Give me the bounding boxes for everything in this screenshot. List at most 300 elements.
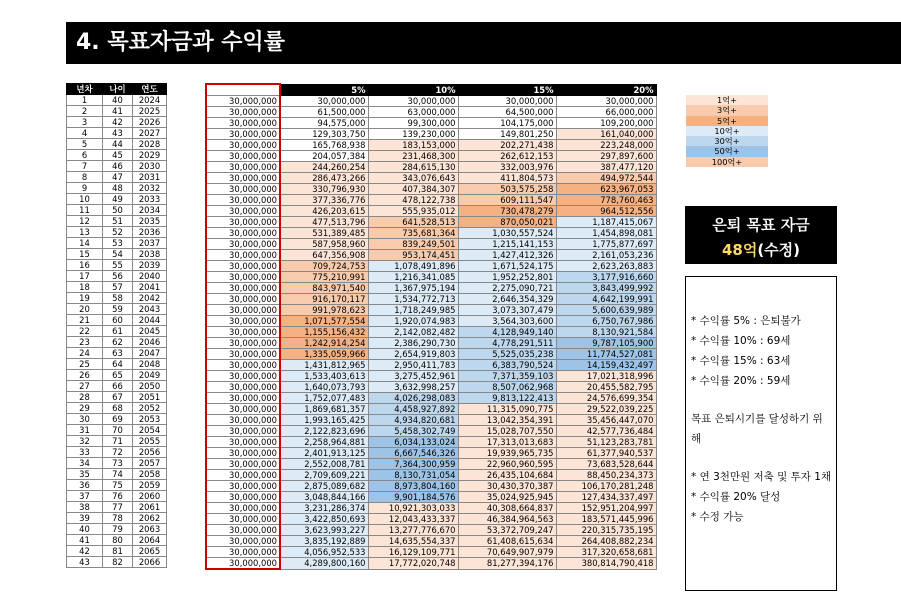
table-cell: 9 — [67, 183, 103, 194]
table-cell: 2038 — [133, 249, 167, 260]
value-cell[interactable]: 1,952,252,801 — [458, 272, 556, 283]
table-cell: 2034 — [133, 205, 167, 216]
value-cell[interactable]: 1,078,491,896 — [368, 261, 458, 272]
value-cell[interactable]: 555,935,012 — [368, 206, 458, 217]
table-cell: 41 — [67, 535, 103, 546]
value-cell[interactable]: 1,030,557,524 — [458, 228, 556, 239]
table-cell: 2046 — [133, 337, 167, 348]
value-cell[interactable]: 1,216,341,085 — [368, 272, 458, 283]
table-cell: 2031 — [133, 172, 167, 183]
value-cell[interactable]: 9,787,105,900 — [556, 338, 656, 349]
table-cell: 36 — [67, 480, 103, 491]
value-cell[interactable]: 3,564,303,600 — [458, 316, 556, 327]
column-header: 투자금(원금) — [206, 84, 280, 96]
value-cell[interactable]: 202,271,438 — [458, 140, 556, 151]
legend-item: 5억+ — [686, 116, 768, 126]
value-cell[interactable]: 30,000,000 — [206, 448, 280, 459]
value-cell[interactable]: 647,356,908 — [280, 250, 368, 261]
table-row — [67, 491, 167, 502]
value-cell[interactable]: 29,522,039,225 — [556, 404, 656, 415]
value-cell[interactable]: 916,170,117 — [280, 294, 368, 305]
table-cell: 10 — [67, 194, 103, 205]
value-cell[interactable]: 991,978,623 — [280, 305, 368, 316]
value-cell[interactable]: 30,000,000 — [206, 173, 280, 184]
value-cell[interactable]: 730,478,279 — [458, 206, 556, 217]
value-cell[interactable]: 24,576,699,354 — [556, 393, 656, 404]
value-cell[interactable]: 6,750,767,986 — [556, 316, 656, 327]
table-row — [67, 238, 167, 249]
value-cell[interactable]: 30,000,000 — [458, 96, 556, 107]
table-row — [206, 503, 656, 514]
value-cell[interactable]: 7,364,300,959 — [368, 459, 458, 470]
value-cell[interactable]: 30,000,000 — [368, 96, 458, 107]
value-cell[interactable]: 30,000,000 — [206, 184, 280, 195]
table-cell: 38 — [67, 502, 103, 513]
value-cell[interactable]: 380,814,790,418 — [556, 558, 656, 570]
value-cell[interactable]: 42,577,736,484 — [556, 426, 656, 437]
value-cell[interactable]: 129,303,750 — [280, 129, 368, 140]
value-cell[interactable]: 2,552,008,781 — [280, 459, 368, 470]
table-cell: 39 — [67, 513, 103, 524]
value-cell[interactable]: 183,153,000 — [368, 140, 458, 151]
table-cell: 6 — [67, 150, 103, 161]
value-cell[interactable]: 332,003,976 — [458, 162, 556, 173]
value-cell[interactable]: 17,021,318,996 — [556, 371, 656, 382]
value-cell[interactable]: 30,000,000 — [206, 151, 280, 162]
value-cell[interactable]: 623,967,053 — [556, 184, 656, 195]
value-cell[interactable]: 1,534,772,713 — [368, 294, 458, 305]
value-cell[interactable]: 531,389,485 — [280, 228, 368, 239]
value-cell[interactable]: 30,000,000 — [206, 558, 280, 570]
value-cell[interactable]: 127,434,337,497 — [556, 492, 656, 503]
table-cell: 47 — [103, 172, 133, 183]
value-cell[interactable]: 64,500,000 — [458, 107, 556, 118]
value-cell[interactable]: 15,028,707,550 — [458, 426, 556, 437]
value-cell[interactable]: 30,000,000 — [206, 481, 280, 492]
value-cell[interactable]: 165,768,938 — [280, 140, 368, 151]
value-cell[interactable]: 609,111,547 — [458, 195, 556, 206]
table-cell: 2047 — [133, 348, 167, 359]
value-cell[interactable]: 6,667,546,326 — [368, 448, 458, 459]
value-cell[interactable]: 1,071,577,554 — [280, 316, 368, 327]
table-cell: 11 — [67, 205, 103, 216]
table-row — [206, 459, 656, 470]
value-cell[interactable]: 30,000,000 — [206, 470, 280, 481]
value-cell[interactable]: 30,430,370,387 — [458, 481, 556, 492]
value-cell[interactable]: 1,335,059,966 — [280, 349, 368, 360]
value-cell[interactable]: 30,000,000 — [206, 349, 280, 360]
value-cell[interactable]: 94,575,000 — [280, 118, 368, 129]
value-cell[interactable]: 220,315,735,195 — [556, 525, 656, 536]
value-cell[interactable]: 953,174,451 — [368, 250, 458, 261]
value-cell[interactable]: 30,000,000 — [206, 107, 280, 118]
value-cell[interactable]: 30,000,000 — [206, 514, 280, 525]
value-cell[interactable]: 30,000,000 — [206, 140, 280, 151]
value-cell[interactable]: 35,024,925,945 — [458, 492, 556, 503]
value-cell[interactable]: 109,200,000 — [556, 118, 656, 129]
table-row — [67, 249, 167, 260]
value-cell[interactable]: 3,632,998,257 — [368, 382, 458, 393]
value-cell[interactable]: 11,315,090,775 — [458, 404, 556, 415]
value-cell[interactable]: 9,901,184,576 — [368, 492, 458, 503]
value-cell[interactable]: 2,122,823,696 — [280, 426, 368, 437]
value-cell[interactable]: 30,000,000 — [206, 129, 280, 140]
value-cell[interactable]: 11,774,527,081 — [556, 349, 656, 360]
table-row — [206, 195, 656, 206]
value-cell[interactable]: 1,993,165,425 — [280, 415, 368, 426]
value-cell[interactable]: 30,000,000 — [206, 261, 280, 272]
value-cell[interactable]: 30,000,000 — [206, 239, 280, 250]
value-cell[interactable]: 183,571,445,996 — [556, 514, 656, 525]
value-cell[interactable]: 2,401,913,125 — [280, 448, 368, 459]
value-cell[interactable]: 30,000,000 — [206, 195, 280, 206]
table-row — [67, 117, 167, 128]
value-cell[interactable]: 4,642,199,991 — [556, 294, 656, 305]
table-cell: 2040 — [133, 271, 167, 282]
table-cell: 2029 — [133, 150, 167, 161]
table-cell: 79 — [103, 524, 133, 535]
table-cell: 12 — [67, 216, 103, 227]
value-cell[interactable]: 30,000,000 — [206, 162, 280, 173]
value-cell[interactable]: 30,000,000 — [206, 272, 280, 283]
value-cell[interactable]: 2,950,411,783 — [368, 360, 458, 371]
table-row — [206, 514, 656, 525]
table-row — [67, 480, 167, 491]
value-cell[interactable]: 30,000,000 — [206, 371, 280, 382]
value-cell[interactable]: 30,000,000 — [206, 228, 280, 239]
value-cell[interactable]: 30,000,000 — [206, 217, 280, 228]
value-cell[interactable]: 30,000,000 — [206, 96, 280, 107]
value-cell[interactable]: 106,170,281,248 — [556, 481, 656, 492]
table-cell: 2052 — [133, 403, 167, 414]
value-cell[interactable]: 14,635,554,337 — [368, 536, 458, 547]
value-cell[interactable]: 17,313,013,683 — [458, 437, 556, 448]
table-cell: 60 — [103, 315, 133, 326]
table-cell: 58 — [103, 293, 133, 304]
value-cell[interactable]: 5,458,302,749 — [368, 426, 458, 437]
value-cell[interactable]: 139,230,000 — [368, 129, 458, 140]
value-cell[interactable]: 5,600,639,989 — [556, 305, 656, 316]
value-cell[interactable]: 9,813,122,413 — [458, 393, 556, 404]
value-cell[interactable]: 1,155,156,432 — [280, 327, 368, 338]
value-cell[interactable]: 264,408,882,234 — [556, 536, 656, 547]
value-cell[interactable]: 1,533,403,613 — [280, 371, 368, 382]
value-cell[interactable]: 30,000,000 — [206, 206, 280, 217]
value-cell[interactable]: 1,869,681,357 — [280, 404, 368, 415]
value-cell[interactable]: 330,796,930 — [280, 184, 368, 195]
value-cell[interactable]: 30,000,000 — [206, 360, 280, 371]
value-cell[interactable]: 297,897,600 — [556, 151, 656, 162]
value-cell[interactable]: 30,000,000 — [206, 327, 280, 338]
value-cell[interactable]: 61,377,940,537 — [556, 448, 656, 459]
value-cell[interactable]: 13,042,354,391 — [458, 415, 556, 426]
value-cell[interactable]: 3,048,844,166 — [280, 492, 368, 503]
value-cell[interactable]: 587,958,960 — [280, 239, 368, 250]
value-cell[interactable]: 2,654,919,803 — [368, 349, 458, 360]
value-cell[interactable]: 6,383,790,524 — [458, 360, 556, 371]
value-cell[interactable]: 30,000,000 — [206, 250, 280, 261]
value-cell[interactable]: 30,000,000 — [206, 382, 280, 393]
value-cell[interactable]: 426,203,615 — [280, 206, 368, 217]
table-row — [206, 371, 656, 382]
value-cell[interactable]: 1,671,524,175 — [458, 261, 556, 272]
value-cell[interactable]: 63,000,000 — [368, 107, 458, 118]
value-cell[interactable]: 30,000,000 — [206, 305, 280, 316]
table-row — [67, 194, 167, 205]
value-cell[interactable]: 477,513,796 — [280, 217, 368, 228]
value-cell[interactable]: 40,308,664,837 — [458, 503, 556, 514]
table-cell: 2055 — [133, 436, 167, 447]
table-cell: 54 — [103, 249, 133, 260]
value-cell[interactable]: 30,000,000 — [206, 283, 280, 294]
table-cell: 2061 — [133, 502, 167, 513]
value-cell[interactable]: 8,507,062,968 — [458, 382, 556, 393]
value-cell[interactable]: 204,057,384 — [280, 151, 368, 162]
value-cell[interactable]: 30,000,000 — [206, 338, 280, 349]
value-cell[interactable]: 735,681,364 — [368, 228, 458, 239]
table-cell: 2048 — [133, 359, 167, 370]
value-cell[interactable]: 6,034,133,024 — [368, 437, 458, 448]
table-cell: 37 — [67, 491, 103, 502]
value-cell[interactable]: 61,408,615,634 — [458, 536, 556, 547]
table-row — [67, 315, 167, 326]
value-cell[interactable]: 503,575,258 — [458, 184, 556, 195]
value-cell[interactable]: 30,000,000 — [206, 536, 280, 547]
table-cell: 4 — [67, 128, 103, 139]
value-cell[interactable]: 30,000,000 — [206, 547, 280, 558]
value-cell[interactable]: 19,939,965,735 — [458, 448, 556, 459]
value-cell[interactable]: 478,122,738 — [368, 195, 458, 206]
table-row — [67, 326, 167, 337]
value-cell[interactable]: 839,249,501 — [368, 239, 458, 250]
value-cell[interactable]: 286,473,266 — [280, 173, 368, 184]
page-title: 4. 목표자금과 수익률 — [66, 22, 901, 64]
value-cell[interactable]: 2,275,090,721 — [458, 283, 556, 294]
value-cell[interactable]: 4,056,952,533 — [280, 547, 368, 558]
value-cell[interactable]: 2,142,082,482 — [368, 327, 458, 338]
value-cell[interactable]: 14,159,432,497 — [556, 360, 656, 371]
value-cell[interactable]: 2,709,609,221 — [280, 470, 368, 481]
value-cell[interactable]: 8,130,731,054 — [368, 470, 458, 481]
value-cell[interactable]: 46,384,964,563 — [458, 514, 556, 525]
table-row — [67, 524, 167, 535]
value-cell[interactable]: 2,161,053,236 — [556, 250, 656, 261]
value-cell[interactable]: 10,921,303,033 — [368, 503, 458, 514]
table-cell: 2053 — [133, 414, 167, 425]
value-cell[interactable]: 3,275,452,961 — [368, 371, 458, 382]
value-cell[interactable]: 20,455,582,795 — [556, 382, 656, 393]
table-cell: 16 — [67, 260, 103, 271]
table-cell: 57 — [103, 282, 133, 293]
table-row — [67, 458, 167, 469]
value-cell[interactable]: 149,801,250 — [458, 129, 556, 140]
value-cell[interactable]: 231,468,300 — [368, 151, 458, 162]
value-cell[interactable]: 1,242,914,254 — [280, 338, 368, 349]
value-cell[interactable]: 73,683,528,644 — [556, 459, 656, 470]
value-cell[interactable]: 3,835,192,889 — [280, 536, 368, 547]
value-cell[interactable]: 8,973,804,160 — [368, 481, 458, 492]
value-cell[interactable]: 30,000,000 — [206, 459, 280, 470]
value-cell[interactable]: 30,000,000 — [206, 503, 280, 514]
value-cell[interactable]: 4,778,291,511 — [458, 338, 556, 349]
table-cell: 71 — [103, 436, 133, 447]
value-cell[interactable]: 494,972,544 — [556, 173, 656, 184]
table-row — [206, 426, 656, 437]
table-cell: 1 — [67, 95, 103, 106]
value-cell[interactable]: 61,500,000 — [280, 107, 368, 118]
value-cell[interactable]: 4,458,927,892 — [368, 404, 458, 415]
column-header: 5% — [280, 84, 368, 96]
value-cell[interactable]: 1,640,073,793 — [280, 382, 368, 393]
table-row — [206, 404, 656, 415]
column-header: 연도 — [133, 84, 167, 95]
table-row — [206, 338, 656, 349]
value-cell[interactable]: 1,367,975,194 — [368, 283, 458, 294]
value-cell[interactable]: 377,336,776 — [280, 195, 368, 206]
table-row — [67, 535, 167, 546]
value-cell[interactable]: 5,525,035,238 — [458, 349, 556, 360]
table-cell: 2026 — [133, 117, 167, 128]
table-cell: 25 — [67, 359, 103, 370]
value-cell[interactable]: 964,512,556 — [556, 206, 656, 217]
table-row — [206, 184, 656, 195]
value-cell[interactable]: 53,372,709,247 — [458, 525, 556, 536]
value-cell[interactable]: 2,646,354,329 — [458, 294, 556, 305]
value-cell[interactable]: 17,772,020,748 — [368, 558, 458, 570]
value-cell[interactable]: 30,000,000 — [280, 96, 368, 107]
value-cell[interactable]: 407,384,307 — [368, 184, 458, 195]
value-cell[interactable]: 3,073,307,479 — [458, 305, 556, 316]
value-cell[interactable]: 4,128,949,140 — [458, 327, 556, 338]
value-cell[interactable]: 66,000,000 — [556, 107, 656, 118]
value-cell[interactable]: 2,623,263,883 — [556, 261, 656, 272]
value-cell[interactable]: 641,528,513 — [368, 217, 458, 228]
value-cell[interactable]: 30,000,000 — [206, 294, 280, 305]
value-cell[interactable]: 30,000,000 — [206, 426, 280, 437]
value-cell[interactable]: 22,960,960,595 — [458, 459, 556, 470]
table-cell: 2042 — [133, 293, 167, 304]
value-cell[interactable]: 2,386,290,730 — [368, 338, 458, 349]
value-cell[interactable]: 30,000,000 — [206, 415, 280, 426]
table-row — [206, 228, 656, 239]
value-cell[interactable]: 16,129,109,771 — [368, 547, 458, 558]
value-cell[interactable]: 778,760,463 — [556, 195, 656, 206]
table-cell: 2062 — [133, 513, 167, 524]
value-cell[interactable]: 4,026,298,083 — [368, 393, 458, 404]
value-cell[interactable]: 30,000,000 — [206, 525, 280, 536]
value-cell[interactable]: 4,934,820,681 — [368, 415, 458, 426]
value-cell[interactable]: 223,248,000 — [556, 140, 656, 151]
value-cell[interactable]: 26,435,104,684 — [458, 470, 556, 481]
value-cell[interactable]: 709,724,753 — [280, 261, 368, 272]
value-cell[interactable]: 1,431,812,965 — [280, 360, 368, 371]
value-cell[interactable]: 2,875,089,682 — [280, 481, 368, 492]
value-cell[interactable]: 4,289,800,160 — [280, 558, 368, 570]
value-cell[interactable]: 775,210,991 — [280, 272, 368, 283]
table-cell: 81 — [103, 546, 133, 557]
table-row — [67, 282, 167, 293]
value-cell[interactable]: 35,456,447,070 — [556, 415, 656, 426]
value-cell[interactable]: 262,612,153 — [458, 151, 556, 162]
value-cell[interactable]: 870,050,021 — [458, 217, 556, 228]
value-cell[interactable]: 30,000,000 — [206, 437, 280, 448]
value-cell[interactable]: 88,450,234,373 — [556, 470, 656, 481]
table-row — [67, 172, 167, 183]
table-row — [206, 558, 656, 570]
value-cell[interactable]: 30,000,000 — [556, 96, 656, 107]
value-cell[interactable]: 2,258,964,881 — [280, 437, 368, 448]
value-cell[interactable]: 30,000,000 — [206, 492, 280, 503]
table-cell: 48 — [103, 183, 133, 194]
table-row — [67, 337, 167, 348]
value-cell[interactable]: 104,175,000 — [458, 118, 556, 129]
value-cell[interactable]: 30,000,000 — [206, 404, 280, 415]
table-cell: 51 — [103, 216, 133, 227]
value-cell[interactable]: 7,371,359,103 — [458, 371, 556, 382]
table-cell: 41 — [103, 106, 133, 117]
value-cell[interactable]: 284,615,130 — [368, 162, 458, 173]
value-cell[interactable]: 1,752,077,483 — [280, 393, 368, 404]
table-cell: 72 — [103, 447, 133, 458]
value-cell[interactable]: 3,231,286,374 — [280, 503, 368, 514]
value-cell[interactable]: 152,951,204,997 — [556, 503, 656, 514]
value-cell[interactable]: 1,427,412,326 — [458, 250, 556, 261]
value-cell[interactable]: 1,454,898,081 — [556, 228, 656, 239]
table-cell: 44 — [103, 139, 133, 150]
value-cell[interactable]: 1,718,249,985 — [368, 305, 458, 316]
table-cell: 30 — [67, 414, 103, 425]
value-cell[interactable]: 244,260,254 — [280, 162, 368, 173]
value-cell[interactable]: 8,130,921,584 — [556, 327, 656, 338]
value-cell[interactable]: 1,187,415,067 — [556, 217, 656, 228]
table-row — [206, 536, 656, 547]
value-cell[interactable]: 99,300,000 — [368, 118, 458, 129]
table-row — [67, 557, 167, 568]
value-cell[interactable]: 30,000,000 — [206, 393, 280, 404]
table-row — [206, 360, 656, 371]
value-cell[interactable]: 3,422,850,693 — [280, 514, 368, 525]
value-cell[interactable]: 51,123,283,781 — [556, 437, 656, 448]
value-cell[interactable]: 3,623,993,227 — [280, 525, 368, 536]
table-cell: 62 — [103, 337, 133, 348]
value-cell[interactable]: 411,804,573 — [458, 173, 556, 184]
column-header: 년차 — [67, 84, 103, 95]
value-cell[interactable]: 70,649,907,979 — [458, 547, 556, 558]
value-cell[interactable]: 317,320,658,681 — [556, 547, 656, 558]
table-row — [67, 392, 167, 403]
value-cell[interactable]: 12,043,433,337 — [368, 514, 458, 525]
value-cell[interactable]: 387,477,120 — [556, 162, 656, 173]
table-cell: 20 — [67, 304, 103, 315]
value-cell[interactable]: 3,843,499,992 — [556, 283, 656, 294]
value-cell[interactable]: 1,215,141,153 — [458, 239, 556, 250]
value-cell[interactable]: 1,775,877,697 — [556, 239, 656, 250]
value-cell[interactable]: 161,040,000 — [556, 129, 656, 140]
value-cell[interactable]: 81,277,394,176 — [458, 558, 556, 570]
table-cell: 50 — [103, 205, 133, 216]
table-row — [67, 370, 167, 381]
value-cell[interactable]: 1,920,074,983 — [368, 316, 458, 327]
value-cell[interactable]: 13,277,776,670 — [368, 525, 458, 536]
value-cell[interactable]: 343,076,643 — [368, 173, 458, 184]
value-cell[interactable]: 843,971,540 — [280, 283, 368, 294]
value-cell[interactable]: 30,000,000 — [206, 118, 280, 129]
value-cell[interactable]: 3,177,916,660 — [556, 272, 656, 283]
table-cell: 2056 — [133, 447, 167, 458]
table-row — [206, 294, 656, 305]
table-cell: 2028 — [133, 139, 167, 150]
value-cell[interactable]: 30,000,000 — [206, 316, 280, 327]
